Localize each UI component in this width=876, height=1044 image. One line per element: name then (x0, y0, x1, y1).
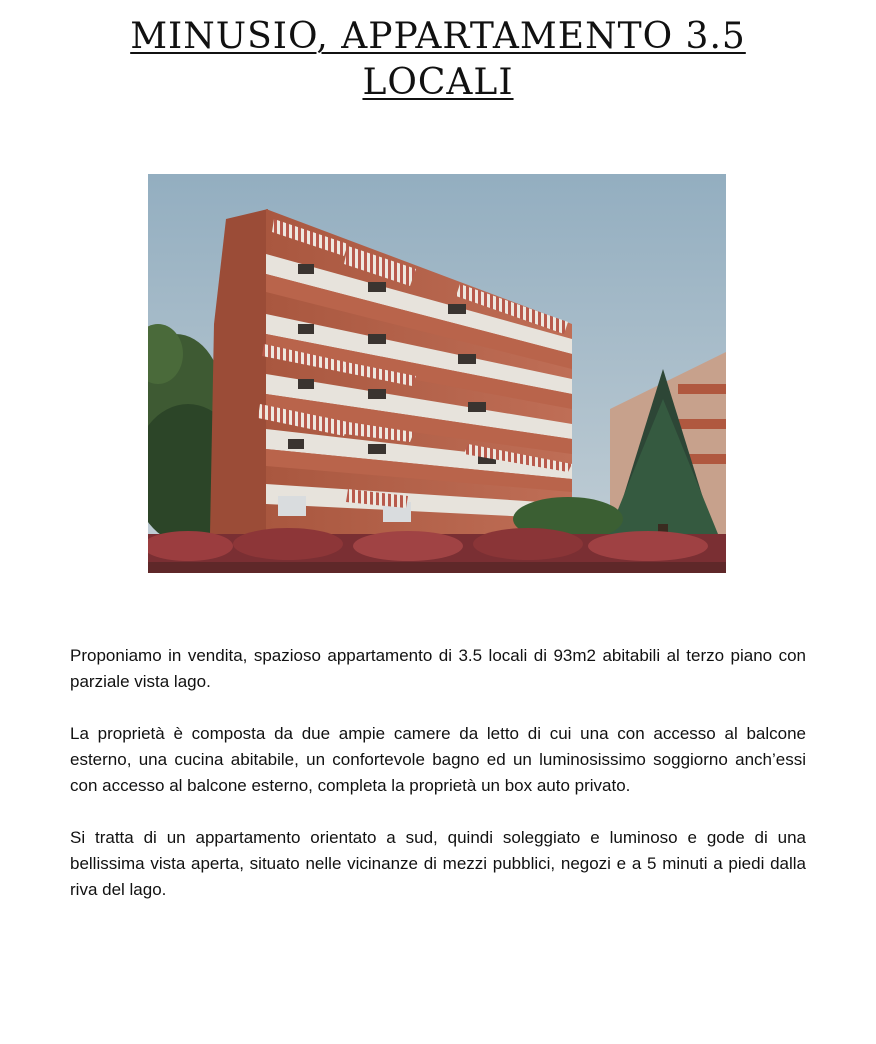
description-paragraph-3: Si tratta di un appartamento orientato a sud, quindi soleggiato e luminoso e gode di una bellissima vista aperta, situato nelle vicinanze di mezzi pubblici, negozi e a 5 minuti a piedi dalla riva del lago. (70, 828, 806, 899)
apartment-building-photo (148, 174, 726, 573)
description-paragraph-2: La proprietà è composta da due ampie camere da letto di cui una con accesso al balcone esterno, una cucina abitabile, un confortevole bagno ed un luminosissimo soggiorno anch’essi con accesso al balcone esterno, completa la proprietà un box auto privato. (70, 724, 806, 795)
title-line-2: LOCALI (362, 62, 514, 103)
listing-description (70, 643, 806, 929)
description-paragraph-1: Proponiamo in vendita, spazioso appartamento di 3.5 locali di 93m2 abitabili al terzo piano con parziale vista lago. (70, 646, 806, 691)
red-hedge (148, 528, 726, 573)
title-line-1: MINUSIO, APPARTAMENTO 3.5 (130, 16, 746, 57)
page-title (0, 14, 876, 106)
